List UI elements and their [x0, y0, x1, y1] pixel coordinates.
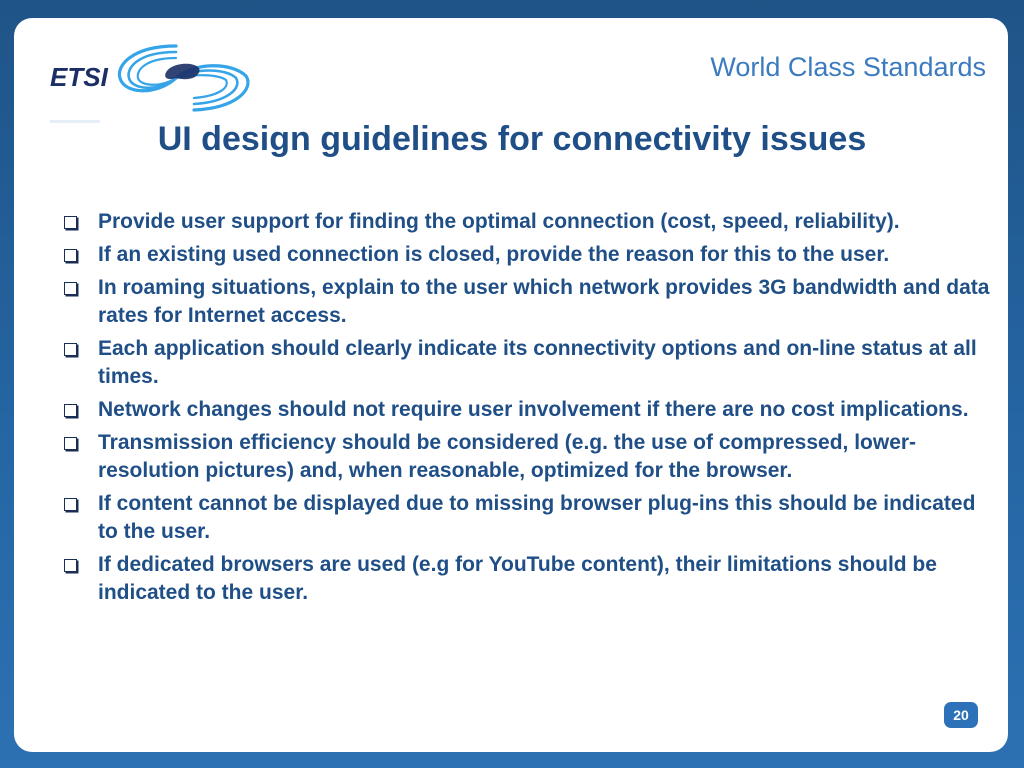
bullet-item — [60, 335, 990, 391]
bullet-text: Provide user support for finding the optimal connection (cost, speed, reliability). — [98, 210, 900, 233]
bullet-item — [60, 241, 990, 269]
logo-swirl-icon — [110, 38, 260, 118]
bullet-text: Transmission efficiency should be considered (e.g. the use of compressed, lower-resolution pictures) and, when reasonable, optimized for the browser. — [98, 431, 917, 482]
bullet-list — [60, 208, 990, 612]
checkbox-icon — [64, 559, 77, 572]
bullet-text: Network changes should not require user involvement if there are no cost implications. — [98, 398, 969, 421]
bullet-item — [60, 208, 990, 236]
checkbox-icon — [64, 437, 77, 450]
logo-text: ETSI — [50, 62, 108, 92]
checkbox-icon — [64, 404, 77, 417]
page-number-badge: 20 — [944, 702, 978, 728]
checkbox-icon — [64, 282, 77, 295]
tagline: World Class Standards — [710, 52, 986, 82]
bullet-item — [60, 429, 990, 485]
bullet-text: Each application should clearly indicate its connectivity options and on-line status at all times. — [98, 337, 977, 388]
bullet-item — [60, 551, 990, 607]
bullet-text: If dedicated browsers are used (e.g for YouTube content), their limitations should be indicated to the user. — [98, 553, 937, 604]
bullet-text: In roaming situations, explain to the user which network provides 3G bandwidth and data rates for Internet access. — [98, 276, 990, 327]
bullet-text: If an existing used connection is closed, provide the reason for this to the user. — [98, 243, 890, 266]
slide-title: UI design guidelines for connectivity issues — [157, 120, 867, 158]
bullet-text: If content cannot be displayed due to missing browser plug-ins this should be indicated to the user. — [98, 492, 976, 543]
checkbox-icon — [64, 249, 77, 262]
bullet-item — [60, 396, 990, 424]
checkbox-icon — [64, 343, 77, 356]
checkbox-icon — [64, 498, 77, 511]
bullet-item — [60, 490, 990, 546]
bullet-item — [60, 274, 990, 330]
checkbox-icon — [64, 216, 77, 229]
etsi-logo — [38, 38, 268, 120]
